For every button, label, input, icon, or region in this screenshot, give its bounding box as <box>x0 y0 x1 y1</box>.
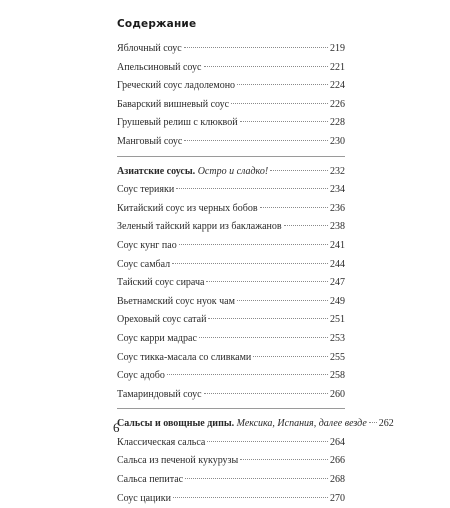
entry-page-number: 266 <box>330 455 345 467</box>
entry-page-number: 244 <box>330 258 345 270</box>
dot-leader <box>172 263 328 264</box>
section-title-italic: Мексика, Испания, далее везде <box>236 418 367 430</box>
toc-entry <box>117 200 345 219</box>
toc-entry <box>117 59 345 78</box>
dot-leader <box>260 207 328 208</box>
page-number: 6 <box>113 420 120 435</box>
entry-page-number: 258 <box>330 370 345 382</box>
entry-title: Сальса из печеной кукурузы <box>117 455 239 467</box>
entry-title: Соус тикка-масала со сливками <box>117 351 252 363</box>
dot-leader <box>240 459 328 460</box>
toc-entry <box>117 490 345 508</box>
entry-page-number: 270 <box>330 492 345 504</box>
toc-entry <box>117 293 345 312</box>
entry-page-number: 234 <box>330 184 345 196</box>
entry-page-number: 219 <box>330 43 345 54</box>
entry-title: Зеленый тайский карри из баклажанов <box>117 221 282 233</box>
dot-leader <box>208 318 328 319</box>
dot-leader <box>173 497 328 498</box>
toc-entry <box>117 471 345 490</box>
entry-title: Вьетнамский соус нуок чам <box>117 295 235 307</box>
section-title <box>117 163 268 182</box>
dot-leader <box>207 441 328 442</box>
dot-leader <box>369 422 377 423</box>
toc-entry <box>117 256 345 275</box>
toc-entry <box>117 386 345 405</box>
entry-title: Ореховый соус сатай <box>117 314 207 326</box>
entry-title: Соус терияки <box>117 184 175 196</box>
entry-page-number: 221 <box>330 61 345 73</box>
entry-title: Сальса пепитас <box>117 474 184 486</box>
dot-leader <box>184 140 328 141</box>
table-of-contents <box>117 40 394 508</box>
entry-page-number: 249 <box>330 295 345 307</box>
entry-page-number: 264 <box>330 436 345 448</box>
dot-leader <box>179 244 328 245</box>
entry-page-number: 260 <box>330 388 345 400</box>
dot-leader <box>204 66 329 67</box>
section-divider <box>117 408 345 409</box>
entry-page-number: 228 <box>330 117 345 129</box>
entry-title: Манговый соус <box>117 135 183 147</box>
entry-page-number: 255 <box>330 351 345 363</box>
toc-entry <box>117 330 345 349</box>
entry-page-number: 236 <box>330 202 345 214</box>
dot-leader <box>284 225 328 226</box>
dot-leader <box>206 281 328 282</box>
dot-leader <box>184 47 328 48</box>
toc-entry <box>117 311 345 330</box>
entry-title: Соус карри мадрас <box>117 332 197 344</box>
toc-entry <box>117 349 345 368</box>
running-head: Содержание <box>117 18 197 30</box>
toc-entry <box>117 133 345 152</box>
entry-page-number: 253 <box>330 332 345 344</box>
entry-title: Соус адобо <box>117 370 165 382</box>
section-title <box>117 415 367 434</box>
dot-leader <box>185 478 328 479</box>
entry-page-number: 238 <box>330 221 345 233</box>
entry-page-number: 247 <box>330 277 345 289</box>
dot-leader <box>176 188 328 189</box>
entry-title: Соус кунг пао <box>117 239 177 251</box>
toc-section-salsas <box>117 415 394 434</box>
entry-page-number: 226 <box>330 98 345 110</box>
entry-title: Яблочный соус <box>117 43 182 54</box>
dot-leader <box>199 337 328 338</box>
section-title-italic: Остро и сладко! <box>197 165 269 177</box>
entry-title: Апельсиновый соус <box>117 61 202 73</box>
toc-group-asian-sauces <box>117 181 345 404</box>
dot-leader <box>253 356 328 357</box>
entry-title: Тайский соус сирача <box>117 277 205 289</box>
entry-page-number: 230 <box>330 135 345 147</box>
toc-section-asian-sauces <box>117 163 345 182</box>
toc-entry <box>117 274 345 293</box>
dot-leader <box>204 393 328 394</box>
entry-title: Соус цацики <box>117 492 171 504</box>
entry-page-number: 241 <box>330 239 345 251</box>
toc-entry <box>117 367 345 386</box>
dot-leader <box>231 103 328 104</box>
toc-entry <box>117 40 345 59</box>
section-title-bold: Сальсы и овощные дипы. <box>117 418 235 430</box>
section-divider <box>117 156 345 157</box>
toc-entry <box>117 96 345 115</box>
dot-leader <box>167 374 328 375</box>
toc-entry <box>117 181 345 200</box>
toc-entry <box>117 218 345 237</box>
section-title-bold: Азиатские соусы. <box>117 165 196 177</box>
section-page-number: 262 <box>378 418 394 430</box>
entry-page-number: 224 <box>330 80 345 92</box>
entry-title: Тамариндовый соус <box>117 388 202 400</box>
dot-leader <box>270 170 328 171</box>
entry-page-number: 268 <box>330 474 345 486</box>
entry-title: Китайский соус из черных бобов <box>117 202 258 214</box>
toc-group-salsas <box>117 434 345 508</box>
entry-title: Греческий соус ладолемоно <box>117 80 236 92</box>
dot-leader <box>240 121 328 122</box>
entry-page-number: 251 <box>330 314 345 326</box>
toc-group-fruit-sauces <box>117 40 345 152</box>
entry-title: Соус самбал <box>117 258 171 270</box>
entry-title: Грушевый релиш с клюквой <box>117 117 238 129</box>
dot-leader <box>237 84 328 85</box>
toc-entry <box>117 237 345 256</box>
toc-entry <box>117 452 345 471</box>
section-page-number: 232 <box>330 165 345 177</box>
dot-leader <box>237 300 328 301</box>
toc-entry <box>117 77 345 96</box>
toc-entry <box>117 114 345 133</box>
entry-title: Классическая сальса <box>117 436 206 448</box>
entry-title: Баварский вишневый соус <box>117 98 230 110</box>
